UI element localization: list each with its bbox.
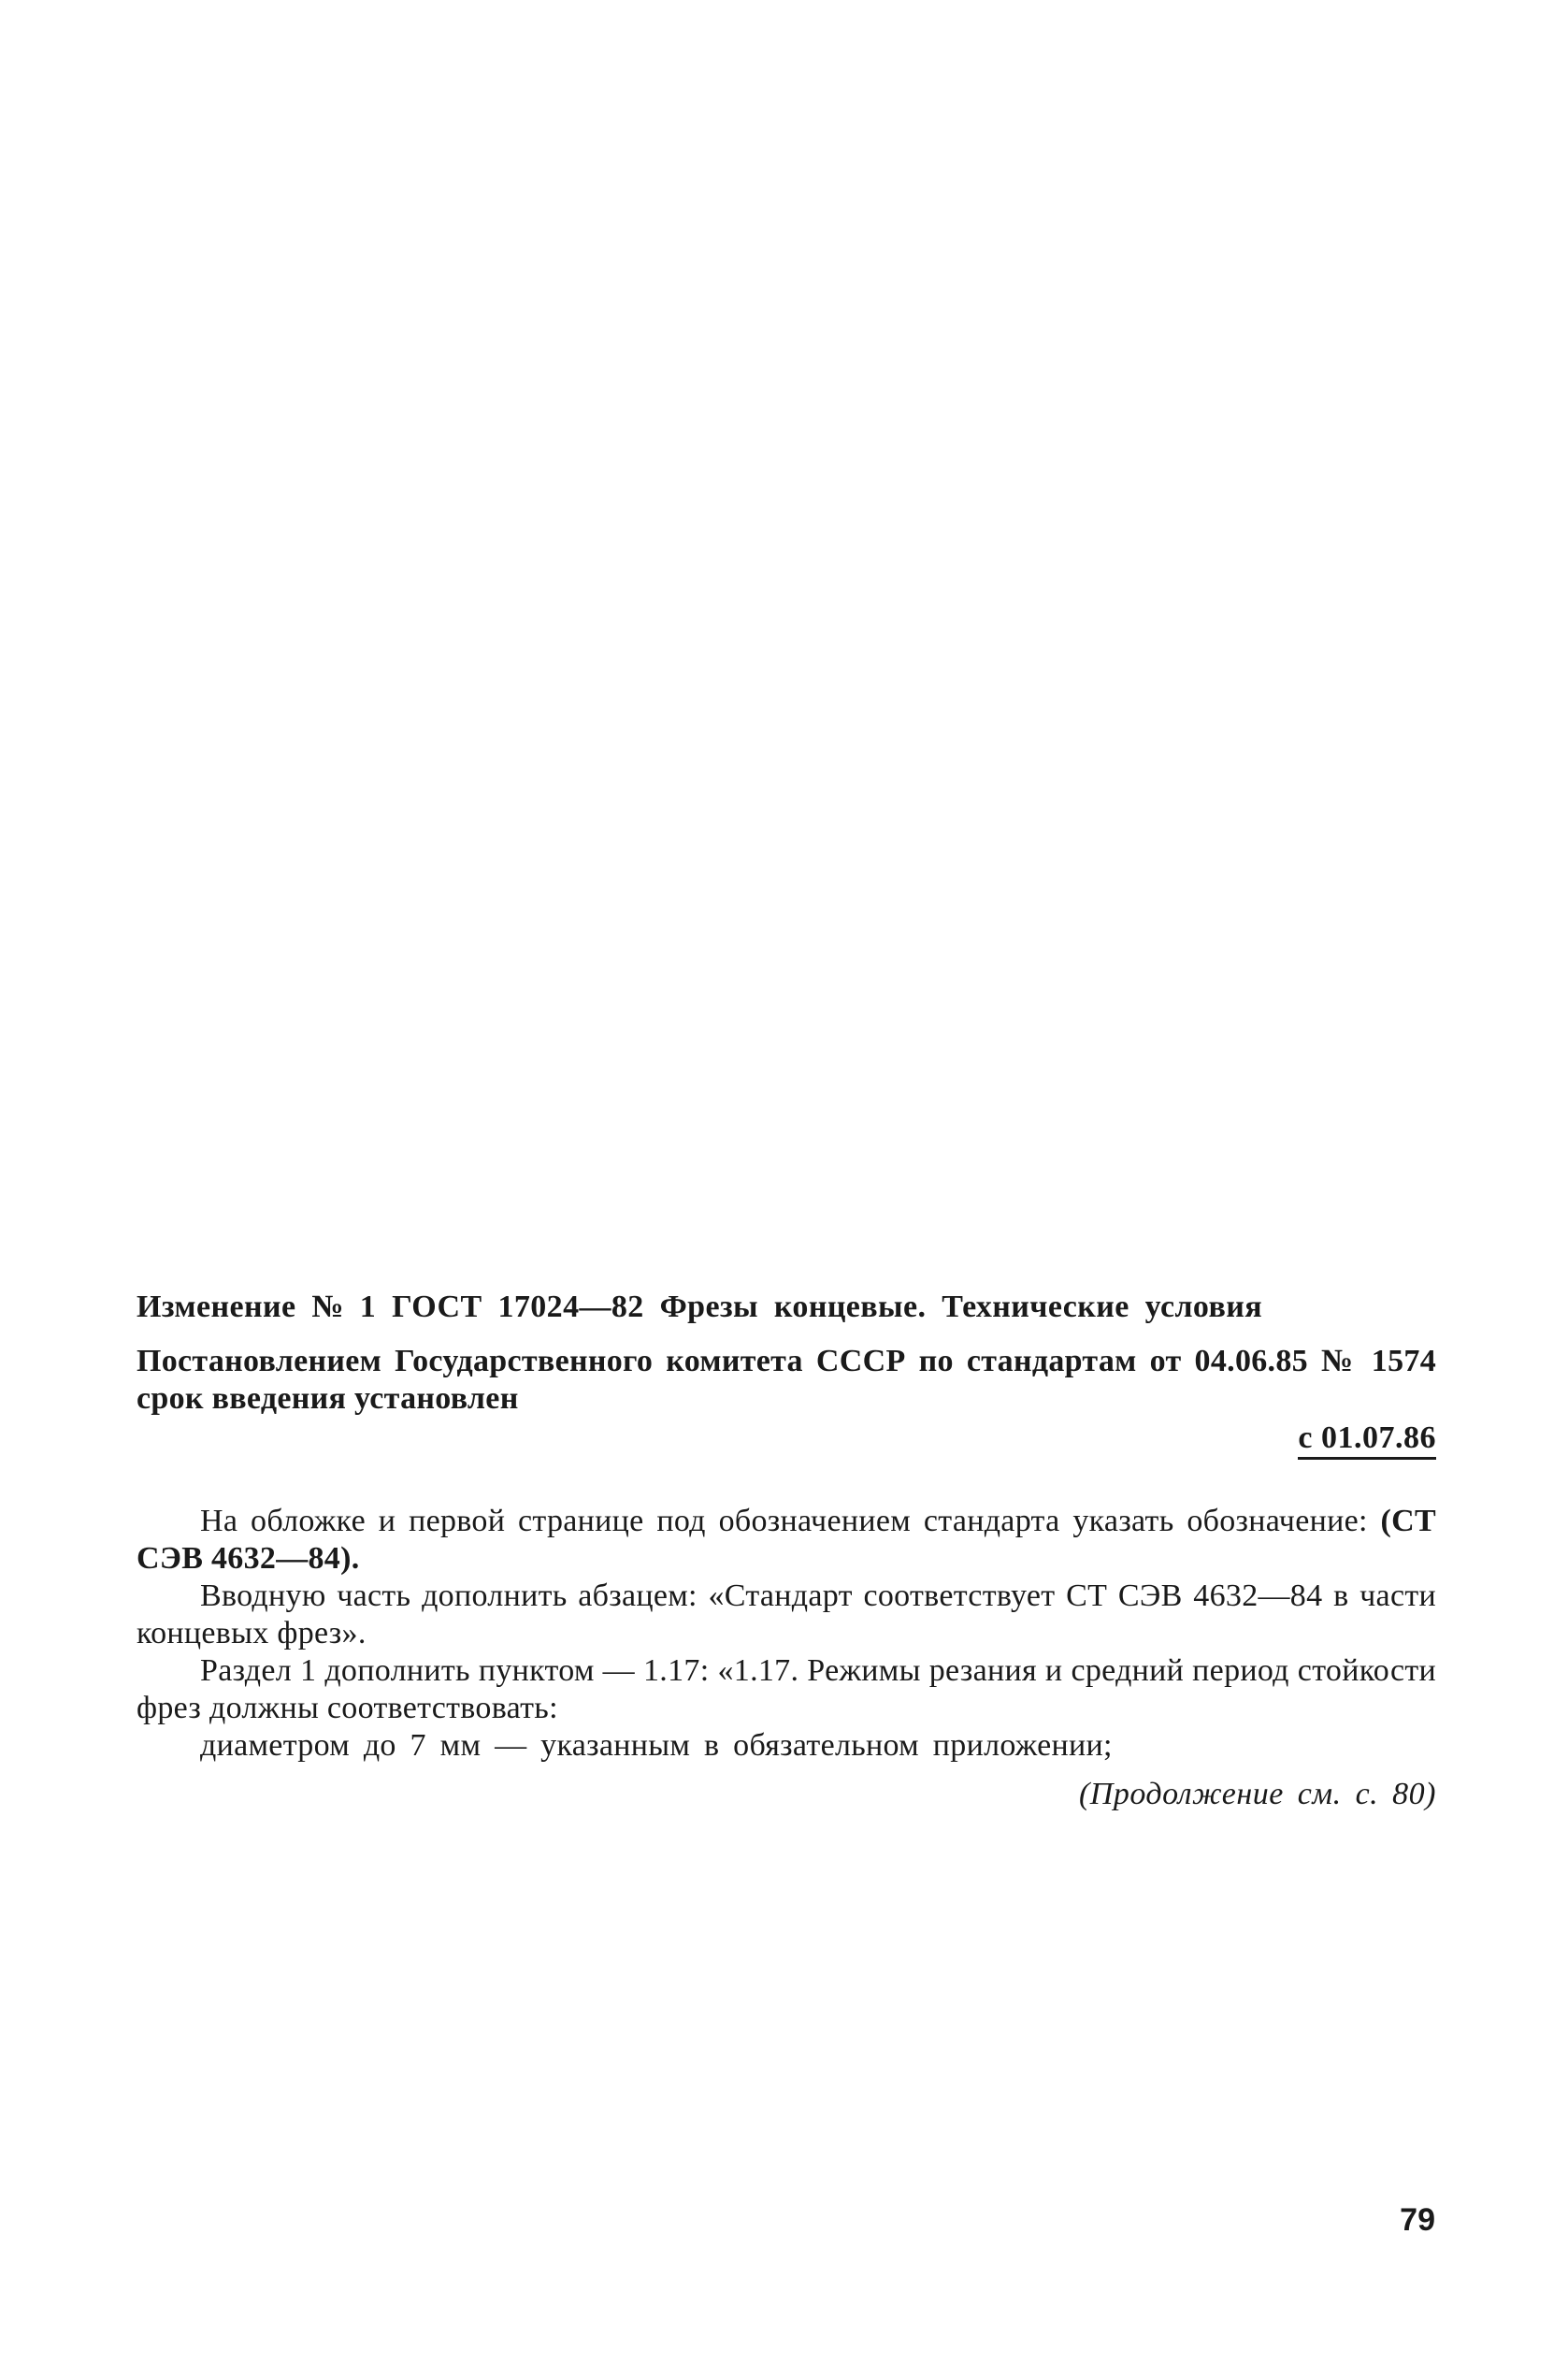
resolution-text: Постановлением Государственного комитета СССР по стандартам от 04.06.85 № 1574 срок введения установлен bbox=[137, 1344, 1436, 1416]
effective-date-row bbox=[137, 1420, 1436, 1460]
amendment-title: Изменение № 1 ГОСТ 17024—82 Фрезы концевые. Технические условия bbox=[137, 1290, 1263, 1324]
paragraph-introduction: Вводную часть дополнить абзацем: «Стандарт соответствует СТ СЭВ 4632—84 в части концевых фрез». bbox=[137, 1578, 1436, 1650]
continued-note: (Продолжение см. с. 80) bbox=[1078, 1777, 1436, 1811]
page-number: 79 bbox=[1400, 2202, 1435, 2238]
amendment-block bbox=[137, 1287, 1436, 1813]
amendment-body bbox=[137, 1503, 1436, 1813]
effective-date: с 01.07.86 bbox=[1298, 1420, 1436, 1460]
paragraph-section-1: Раздел 1 дополнить пунктом — 1.17: «1.17. Режимы резания и средний период стойкости фрез должны соответствовать: bbox=[137, 1653, 1436, 1725]
paragraph-diameter-item: диаметром до 7 мм — указанным в обязательном приложении; bbox=[200, 1728, 1113, 1763]
paragraph-cover-text: На обложке и первой странице под обозначением стандарта указать обозначение: bbox=[200, 1504, 1381, 1538]
paragraph-cover-standard: (СТ СЭВ 4632—84). bbox=[137, 1504, 1436, 1576]
paragraph-cover-designation bbox=[137, 1503, 1436, 1578]
